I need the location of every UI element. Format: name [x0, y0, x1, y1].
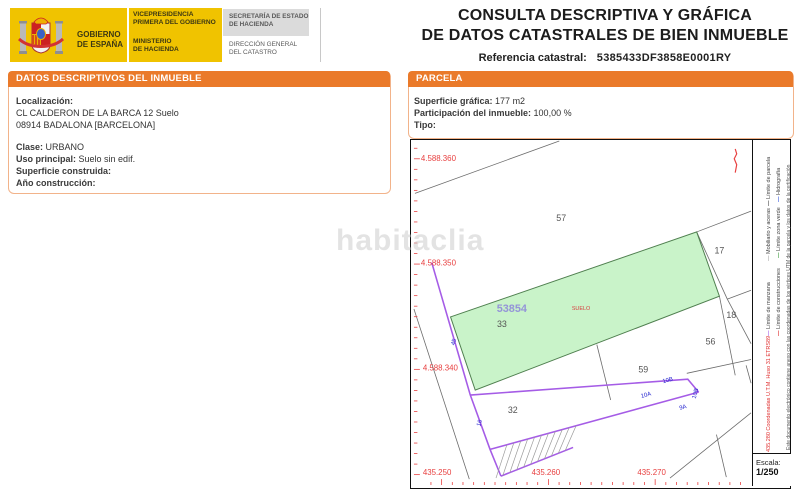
- escala-value: 1/250: [756, 467, 779, 477]
- gobierno-line2: DE ESPAÑA: [77, 40, 124, 49]
- suelo-label: SUELO: [571, 306, 591, 313]
- zona-verde-line-swatch: —: [776, 252, 782, 258]
- parcel-33-label: 33: [496, 318, 507, 329]
- participacion-label: Participación del inmueble:: [414, 108, 532, 118]
- address-line1: CL CALDERON DE LA BARCA 12 Suelo: [16, 108, 179, 118]
- legend-mobiliario-aceras: [766, 208, 773, 261]
- legend-limite-zona-verde: [776, 207, 783, 258]
- parcel-32-label: 32: [507, 404, 518, 415]
- certification-note: Este documento electrónico contiene anexo con las coordenadas de los vértices UTM de la parcela y los datos de la certificación: [786, 164, 792, 450]
- vice-line2: PRIMERA DEL GOBIERNO: [133, 19, 216, 26]
- legend-label-zona-verde: Límite zona verde: [776, 207, 782, 251]
- anio-construccion-label: Año construcción:: [16, 178, 96, 188]
- street-number-10B: 10B: [662, 376, 674, 386]
- scale-box: [752, 453, 791, 486]
- ref-label: Referencia catastral:: [478, 52, 587, 64]
- legend-hidrografia: [776, 168, 783, 202]
- direccion-catastro-label: [229, 41, 297, 57]
- map-legend-strip: [752, 140, 791, 485]
- street-limit-lower: [490, 392, 699, 449]
- red-vertical-annotation: [734, 149, 736, 173]
- gobierno-line1: GOBIERNO: [77, 30, 121, 39]
- construcciones-line-swatch: —: [776, 330, 782, 336]
- legend-label-aceras: Mobiliario y aceras: [766, 208, 772, 254]
- sidewalk-hatch-line: [517, 439, 528, 470]
- y-coord-4588350: 4.588.350: [420, 258, 456, 268]
- datos-descriptivos-header: DATOS DESCRIPTIVOS DEL INMUEBLE: [8, 71, 390, 87]
- street-number-10B-corner: 10B: [691, 387, 701, 400]
- datos-descriptivos-content: [16, 95, 376, 189]
- address-line2: 08914 BADALONA [BARCELONA]: [16, 120, 156, 130]
- boundary-below-street-2: [716, 435, 726, 478]
- vicepresidencia-label: [133, 11, 216, 27]
- parcel-18-label: 18: [726, 309, 737, 320]
- title-line1: CONSULTA DESCRIPTIVA Y GRÁFICA: [457, 7, 752, 24]
- title-line2: DE DATOS CATASTRALES DE BIEN INMUEBLE: [421, 27, 789, 44]
- superficie-grafica-value: 177 m2: [495, 96, 526, 106]
- min-line1: MINISTERIO: [133, 38, 172, 45]
- parcel-57-label: 57: [556, 213, 567, 224]
- parcel-map-drawing: [411, 140, 753, 486]
- boundary-57-17: [697, 211, 751, 232]
- street-number-45: 45: [450, 338, 459, 347]
- participacion-value: 100,00 %: [533, 108, 572, 118]
- parcel-17-label: 17: [714, 245, 725, 256]
- legend-label-parcela: Límite de parcela: [766, 156, 772, 199]
- sidewalk-hatch-line: [496, 445, 507, 478]
- clase-value: URBANO: [45, 142, 85, 152]
- x-coord-435250: 435.250: [422, 468, 452, 478]
- document-title: [420, 6, 790, 64]
- legend-label-manzana: Límite de manzana: [766, 282, 772, 329]
- boundary-18-56: [727, 299, 751, 343]
- hidrografia-line-swatch: —: [776, 196, 782, 202]
- sidewalk-hatch-line: [565, 426, 576, 451]
- parcel-id-53854: 53854: [496, 303, 527, 316]
- direccion-line1: DIRECCIÓN GENERAL: [229, 41, 298, 48]
- parcela-content: [414, 95, 784, 131]
- secretaria-label: [229, 13, 308, 29]
- ref-value: 5385433DF3858E0001RY: [596, 52, 732, 64]
- vice-line1: VICEPRESIDENCIA: [133, 11, 194, 18]
- boundary-right-edge: [746, 365, 751, 383]
- boundary-18-right: [727, 290, 751, 299]
- boundary-32-59: [597, 345, 611, 400]
- direccion-line2: DEL CATASTRO: [229, 49, 277, 56]
- parcel-map: [410, 139, 791, 489]
- legend-limite-parcela: [766, 157, 773, 206]
- tipo-label: Tipo:: [414, 120, 436, 130]
- street-number-9A: 9A: [678, 404, 688, 412]
- header-separator: [320, 8, 321, 62]
- sidewalk-hatch-line: [503, 443, 514, 475]
- habitaclia-watermark: habitaclia: [336, 224, 485, 257]
- min-line2: DE HACIENDA: [133, 46, 179, 53]
- spain-coat-of-arms-icon: [18, 11, 64, 59]
- gobierno-espana-label: [77, 30, 123, 50]
- aceras-line-swatch: —: [766, 255, 772, 261]
- uso-label: Uso principal:: [16, 154, 77, 164]
- localizacion-label: Localización:: [16, 96, 74, 106]
- superficie-construida-label: Superficie construida:: [16, 166, 112, 176]
- legend-label-hidrografia: Hidrografía: [776, 167, 782, 195]
- legend-limite-manzana: [766, 282, 773, 336]
- manzana-line-swatch: —: [766, 330, 772, 336]
- parcel-59-label: 59: [638, 364, 649, 375]
- boundary-below-street: [670, 413, 751, 478]
- clase-label: Clase:: [16, 142, 44, 152]
- legend-label-construcciones: Límite de construcciones: [776, 268, 782, 329]
- x-coord-435270: 435.270: [637, 468, 666, 478]
- escala-label: Escala:: [756, 458, 781, 467]
- x-coord-435260: 435.260: [531, 468, 561, 478]
- boundary-56-south: [687, 359, 751, 373]
- parcela-header: PARCELA: [408, 71, 793, 87]
- secretaria-line1: SECRETARÍA DE ESTADO: [229, 13, 309, 20]
- legend-limite-construcciones: [776, 268, 783, 336]
- ministerio-label: [133, 38, 179, 54]
- street-number-16: 16: [476, 419, 485, 428]
- secretaria-line2: DE HACIENDA: [229, 21, 274, 28]
- utm-coords-note: 435.280 Coordenadas U.T.M. Huso 31 ETRS89: [766, 335, 772, 452]
- y-coord-4588340: 4.588.340: [422, 363, 458, 373]
- sidewalk-hatch-line: [510, 441, 521, 473]
- parcela-line-swatch: —: [766, 200, 772, 206]
- parcel-boundary-line: [415, 141, 559, 193]
- y-coord-4588360: 4.588.360: [420, 153, 456, 163]
- cadastral-reference: [420, 52, 790, 64]
- logo-divider: [127, 8, 129, 62]
- parcel-56-label: 56: [705, 336, 716, 347]
- street-number-10A: 10A: [640, 391, 653, 400]
- uso-value: Suelo sin edif.: [78, 154, 136, 164]
- superficie-grafica-label: Superficie gráfica:: [414, 96, 493, 106]
